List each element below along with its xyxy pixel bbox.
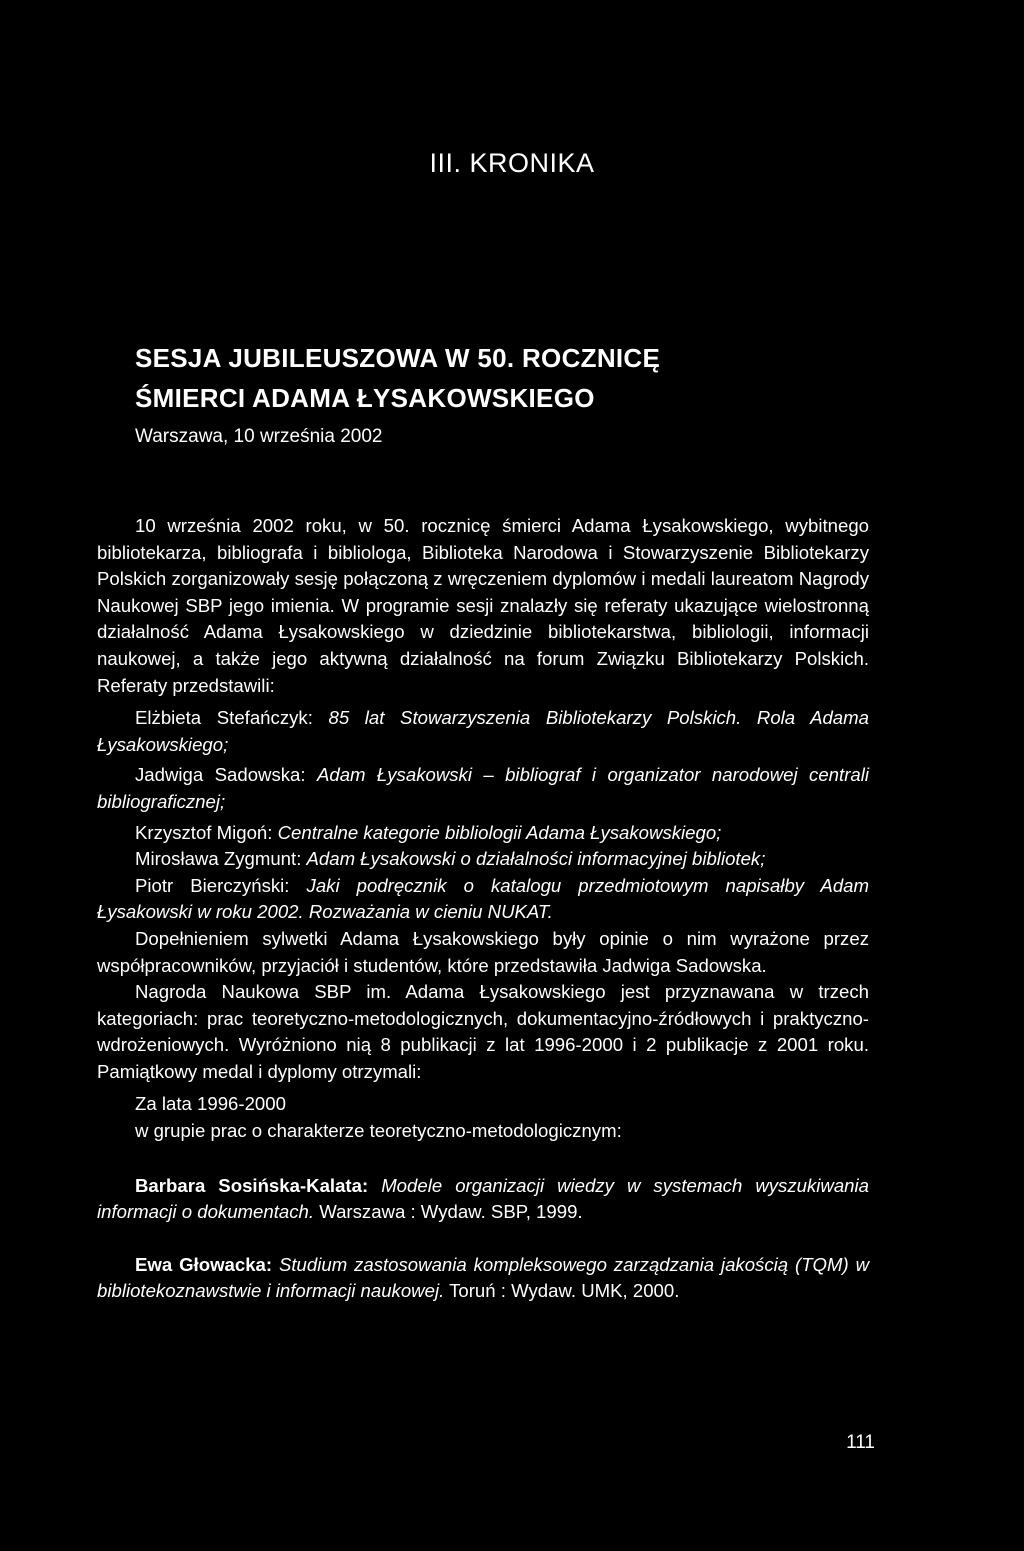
paper-item: [97, 820, 869, 847]
paper-item: [97, 873, 869, 926]
award-author: Barbara Sosińska-Kalata:: [135, 1174, 369, 1196]
paper-title: Centralne kategorie bibliologii Adama Łysakowskiego;: [277, 821, 722, 843]
page-number: 111: [846, 1432, 875, 1453]
paper-item: [97, 705, 869, 758]
paper-title: Adam Łysakowski – bibliograf i organizator narodowej centrali bibliograficznej;: [97, 764, 869, 812]
award-publication: Warszawa : Wydaw. SBP, 1999.: [319, 1201, 583, 1223]
intro-paragraph: 10 września 2002 roku, w 50. rocznicę śmierci Adama Łysakowskiego, wybitnego bibliotekarza, bibliografa i bibliologa, Biblioteka Narodowa i Stowarzyszenie Bibliotekarzy Polskich zorganizowały sesję połączoną z wręczeniem dyplomów i medali laureatom Nagrody Naukowej SBP jego imienia. W programie sesji znalazły się referaty ukazujące wielostronną działalność Adama Łysakowskiego w dziedzinie bibliotekarstwa, bibliologii, informacji naukowej, a także jego aktywną działalność na forum Związku Bibliotekarzy Polskich. Referaty przedstawili:: [97, 515, 869, 696]
award-paragraph: Nagroda Naukowa SBP im. Adama Łysakowskiego jest przyznawana w trzech kategoriach: prac teoretyczno-metodologicznych, dokumentacyjno-źródłowych i praktyczno-wdrożeniowych. Wyróżniono nią 8 publikacji z lat 1996-2000 i 2 publikacje z 2001 roku. Pamiątkowy medal i dyplomy otrzymali:: [97, 981, 869, 1082]
award-title: Studium zastosowania kompleksowego zarządzania jakością (TQM) w bibliotekoznawstwie i informacji naukowej.: [97, 1253, 869, 1302]
place-date: Warszawa, 10 września 2002: [135, 426, 383, 447]
paper-title: 85 lat Stowarzyszenia Bibliotekarzy Polskich. Rola Adama Łysakowskiego;: [97, 707, 869, 755]
paper-author: Jadwiga Sadowska:: [135, 764, 306, 786]
paper-item: [97, 762, 869, 815]
paper-author: Mirosława Zygmunt:: [135, 848, 302, 870]
paper-author: Elżbieta Stefańczyk:: [135, 707, 313, 729]
opinions-paragraph: Dopełnieniem sylwetki Adama Łysakowskiego były opinie o nim wyrażone przez współpracowników, przyjaciół i studentów, które przedstawiła Jadwiga Sadowska.: [97, 927, 869, 976]
paper-author: Piotr Bierczyński:: [135, 874, 290, 896]
award-group: w grupie prac o charakterze teoretyczno-metodologicznym:: [135, 1120, 622, 1142]
award-period: Za lata 1996-2000: [135, 1093, 286, 1115]
paper-title: Jaki podręcznik o katalogu przedmiotowym napisałby Adam Łysakowski w roku 2002. Rozważania w cieniu NUKAT.: [97, 874, 869, 923]
title-line-1: SESJA JUBILEUSZOWA W 50. ROCZNICĘ: [135, 343, 661, 373]
award-entry: [97, 1173, 869, 1226]
award-title: Modele organizacji wiedzy w systemach wyszukiwania informacji o dokumentach.: [97, 1174, 869, 1223]
title-line-2: ŚMIERCI ADAMA ŁYSAKOWSKIEGO: [135, 383, 595, 413]
article-title: [135, 338, 895, 418]
chapter-heading: III. KRONIKA: [429, 148, 595, 178]
award-publication: Toruń : Wydaw. UMK, 2000.: [449, 1280, 680, 1302]
article-body: [97, 513, 869, 1305]
paper-title: Adam Łysakowski o działalności informacyjnej bibliotek;: [306, 848, 766, 870]
award-author: Ewa Głowacka:: [135, 1253, 273, 1275]
award-entry: [97, 1252, 869, 1305]
paper-item: [97, 846, 869, 873]
paper-author: Krzysztof Migoń:: [135, 821, 273, 843]
